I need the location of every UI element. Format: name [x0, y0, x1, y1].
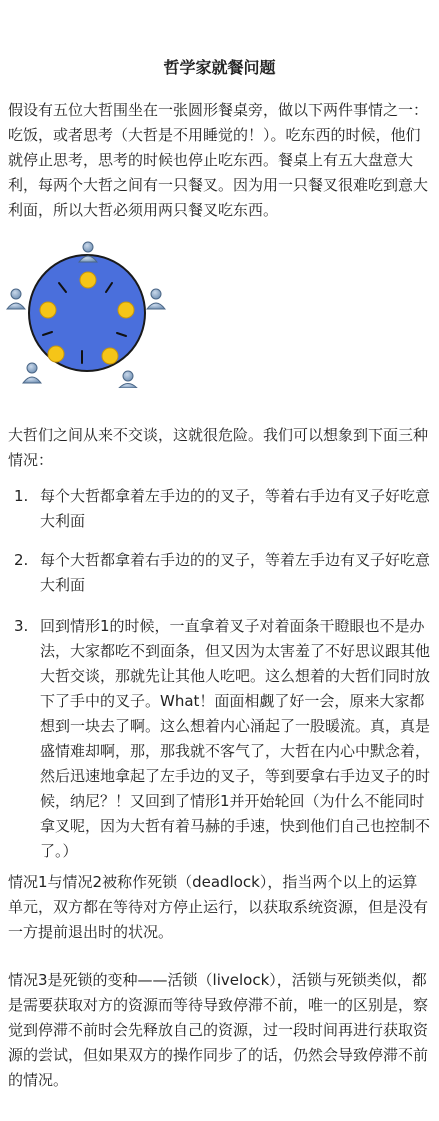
philosopher-icon	[147, 289, 165, 309]
list-number: 1.	[14, 487, 29, 505]
plate	[48, 346, 64, 362]
philosopher-icon	[7, 289, 25, 309]
dining-philosophers-diagram	[0, 238, 175, 388]
cases-list	[14, 548, 432, 598]
plate	[102, 348, 118, 364]
list-text: 回到情形1的时候，一直拿着叉子对着面条干瞪眼也不是办法，大家都吃不到面条，但又因为太害羞了不好思议跟其他大哲交谈，那就先让其他人吃吧。这么想着的大哲们同时放下了手中的叉子。What！面面相觑了好一会，原来大家都想到一块去了啊。这么想着内心涌起了一股暖流。真，真是盛情难却啊，那，那我就不客气了，大哲在内心中默念着，然后迅速地拿起了左手边的叉子，等到要拿右手边叉子的时候，纳尼？！又回到了情形1并开始轮回（为什么不能同时拿叉呢，因为大哲有着马赫的手速，快到他们自己也控制不了。）	[40, 617, 431, 860]
list-number: 3.	[14, 617, 29, 635]
cases-list	[14, 614, 432, 864]
deadlock-paragraph: 情况1与情况2被称作死锁（deadlock），指当两个以上的运算单元，双方都在等待对方停止运行，以获取系统资源，但是没有一方提前退出时的状况。	[8, 873, 429, 941]
list-item	[14, 548, 432, 598]
list-item	[14, 484, 432, 534]
list-item	[14, 614, 432, 864]
page-title: 哲学家就餐问题	[163, 58, 276, 77]
philosopher-icon	[119, 371, 137, 388]
intro-paragraph: 假设有五位大哲围坐在一张圆形餐桌旁，做以下两件事情之一：吃饭，或者思考（大哲是不用睡觉的！）。吃东西的时候，他们就停止思考，思考的时候也停止吃东西。餐桌上有五大盘意大利，每两个大哲之间有一只餐叉。因为用一只餐叉很难吃到意大利面，所以大哲必须用两只餐叉吃东西。	[8, 101, 429, 219]
cases-list	[14, 484, 432, 534]
lead-paragraph: 大哲们之间从来不交谈，这就很危险。我们可以想象到下面三种情况：	[8, 426, 429, 469]
list-text: 每个大哲都拿着右手边的的叉子，等着左手边有叉子好吃意大利面	[40, 551, 431, 594]
list-text: 每个大哲都拿着左手边的的叉子，等着右手边有叉子好吃意大利面	[40, 487, 431, 530]
plate	[80, 272, 96, 288]
list-number: 2.	[14, 551, 29, 569]
philosopher-icon	[23, 363, 41, 383]
livelock-paragraph: 情况3是死锁的变种——活锁（livelock），活锁与死锁类似，都是需要获取对方的资源而等待导致停滞不前，唯一的区别是，察觉到停滞不前时会先释放自己的资源，过一段时间再进行获取资源的尝试，但如果双方的操作同步了的话，仍然会导致停滞不前的情况。	[8, 971, 429, 1089]
plate	[40, 302, 56, 318]
philosopher-icon	[79, 242, 97, 262]
plate	[118, 302, 134, 318]
